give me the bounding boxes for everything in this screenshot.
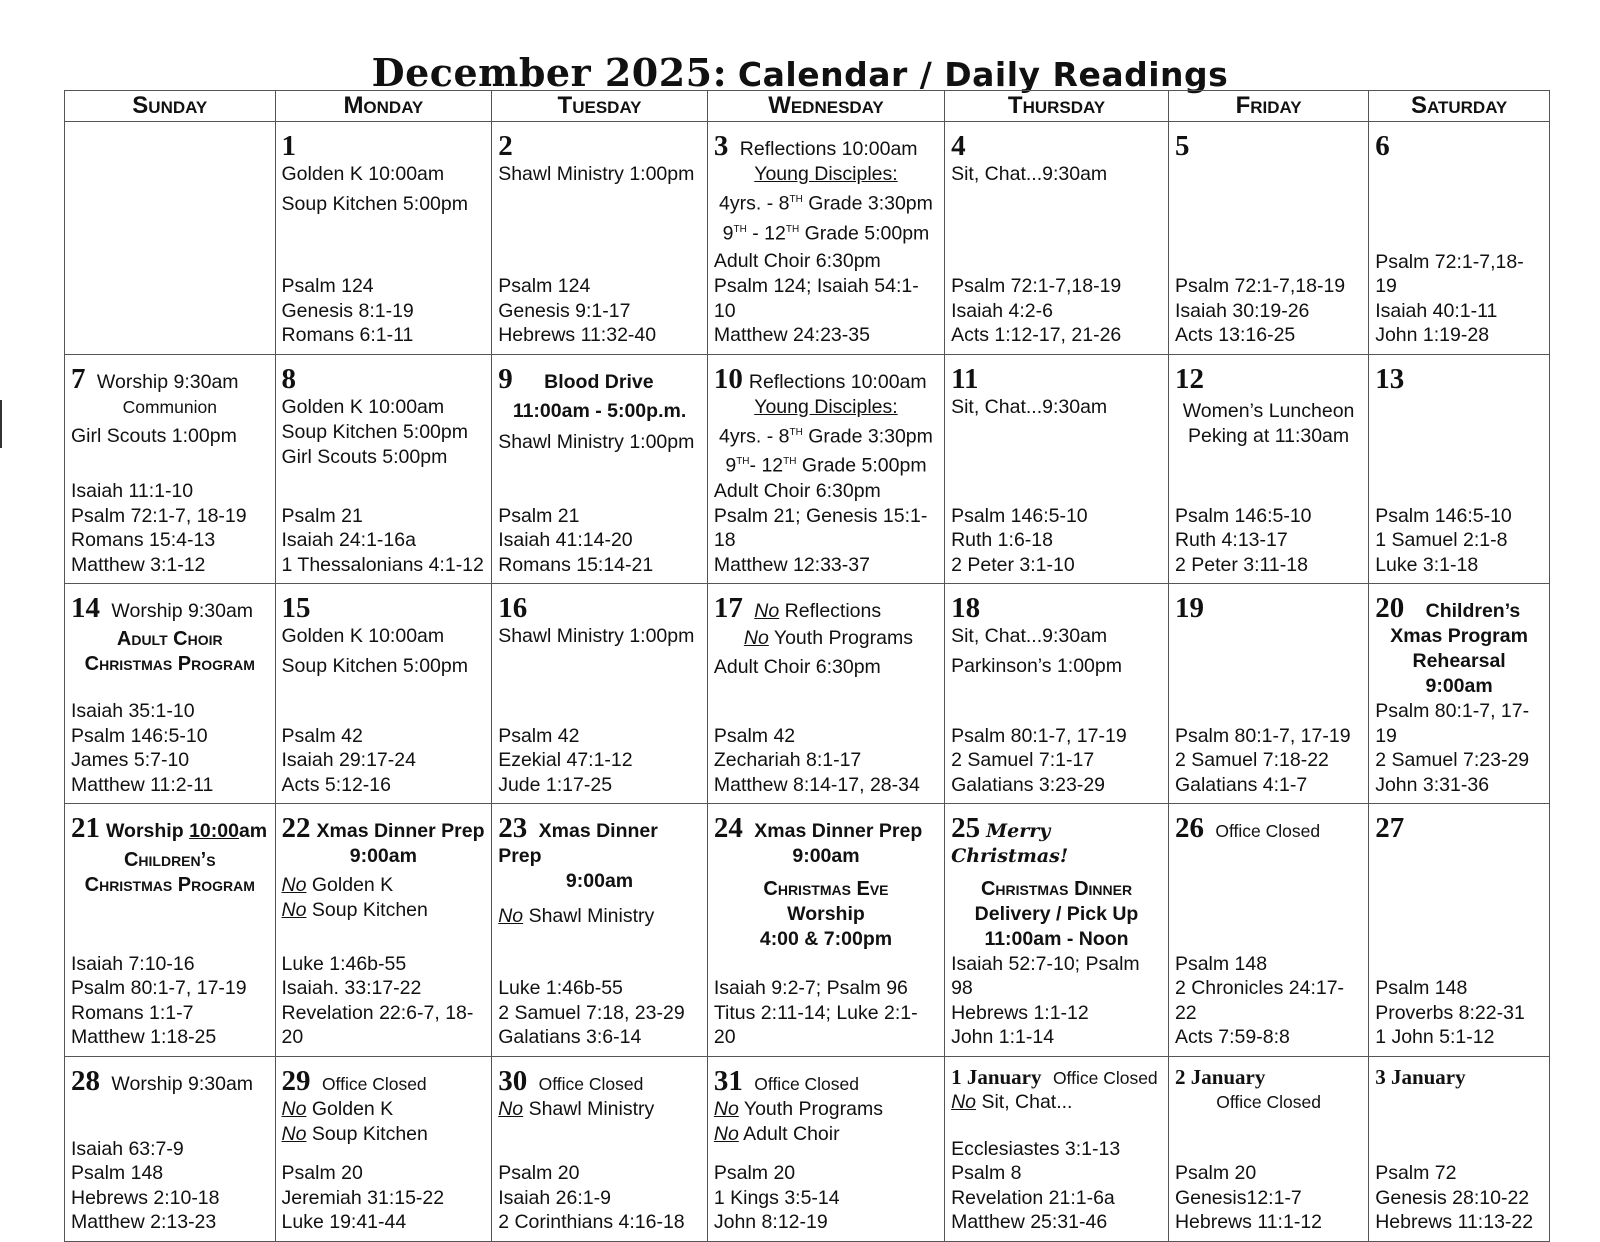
readings — [498, 274, 701, 350]
reading: Psalm 72:1-7, 18-19 — [71, 504, 247, 527]
event: No Youth Programs — [743, 627, 913, 649]
reading: Psalm 21 — [498, 504, 580, 527]
reading: Ecclesiastes 3:1-13 — [951, 1137, 1121, 1160]
readings — [1175, 724, 1362, 800]
day-number: 7 — [71, 362, 86, 395]
readings — [282, 724, 486, 800]
reading: Psalm 72:1-7,18-19 — [951, 275, 1122, 297]
day-cell-4 — [945, 122, 1169, 355]
reading: Psalm 146:5-10 — [71, 724, 208, 747]
day-cell-22 — [275, 804, 492, 1057]
reading: Isaiah 26:1-9 — [498, 1186, 611, 1209]
event: Xmas Dinner Prep — [754, 820, 923, 842]
day-cell-7 — [65, 354, 276, 584]
reading: Genesis 9:1-17 — [498, 299, 631, 322]
day-cell-24 — [707, 804, 944, 1057]
reading: Isaiah 40:1-11 — [1375, 299, 1498, 322]
event: 4yrs. - 8TH Grade 3:30pm — [719, 192, 933, 215]
event: Christmas Eve — [763, 878, 889, 900]
day-number: 8 — [281, 362, 297, 395]
title-month: December 2025: — [371, 50, 728, 95]
reading: Psalm 146:5-10 — [1375, 504, 1512, 527]
header-tuesday: Tuesday — [492, 91, 708, 122]
reading: Titus 2:11-14; Luke 2:1-20 — [713, 1001, 918, 1048]
event: Office Closed — [321, 1073, 427, 1094]
day-number: 5 — [1174, 130, 1190, 162]
reading: Psalm 72 — [1375, 1162, 1457, 1184]
reading: 2 Corinthians 4:16-18 — [498, 1211, 685, 1233]
day-number: 17 — [713, 592, 743, 624]
readings — [282, 1161, 486, 1237]
event: Worship 9:30am — [111, 600, 254, 622]
reading: Matthew 2:13-23 — [71, 1211, 217, 1233]
header-wednesday: Wednesday — [707, 91, 944, 122]
day-number: 16 — [498, 592, 528, 624]
day-cell-12 — [1168, 354, 1368, 584]
reading: Isaiah 63:7-9 — [71, 1137, 184, 1160]
event: No Sit, Chat... — [951, 1091, 1073, 1113]
reading: Psalm 124 — [498, 275, 591, 297]
reading: Psalm 42 — [281, 724, 363, 747]
reading: Psalm 124 — [281, 275, 374, 297]
reading: Matthew 11:2-11 — [71, 773, 214, 796]
event: Young Disciples: — [754, 395, 898, 418]
event: 9TH- 12TH Grade 5:00pm — [725, 454, 927, 477]
reading: Psalm 80:1-7, 17-19 — [1375, 700, 1530, 747]
readings — [951, 504, 1162, 580]
reading: Psalm 148 — [71, 1162, 164, 1184]
page-title — [0, 50, 1600, 95]
reading: Matthew 24:23-35 — [713, 324, 870, 346]
day-number: 18 — [951, 592, 981, 624]
day-cell-30 — [492, 1056, 708, 1241]
event: 9:00am — [349, 845, 417, 867]
day-cell-17 — [707, 584, 944, 804]
reading: Ruth 4:13-17 — [1174, 529, 1288, 551]
day-number: 9 — [498, 362, 513, 395]
readings — [498, 976, 701, 1052]
reading: John 3:31-36 — [1375, 773, 1490, 796]
event: 9:00am — [792, 845, 860, 867]
reading: Isaiah 11:1-10 — [71, 480, 194, 502]
day-cell-14 — [65, 584, 276, 804]
reading: Romans 1:1-7 — [71, 1001, 194, 1024]
day-number: 10 — [713, 362, 743, 395]
reading: Matthew 12:33-37 — [713, 553, 870, 576]
reading: Psalm 8 — [951, 1162, 1022, 1184]
day-cell-6 — [1369, 122, 1550, 355]
reading: Psalm 80:1-7, 17-19 — [1174, 724, 1351, 747]
event: Worship — [787, 903, 865, 925]
event: Girl Scouts 5:00pm — [281, 445, 448, 468]
day-cell-jan-2 — [1168, 1056, 1368, 1241]
day-number: 2 — [498, 130, 513, 162]
reading: Luke 3:1-18 — [1375, 553, 1479, 576]
readings — [1175, 504, 1362, 580]
event: Shawl Ministry 1:00pm — [498, 163, 695, 185]
reading: Hebrews 2:10-18 — [71, 1186, 220, 1209]
reading: Matthew 3:1-12 — [71, 553, 206, 576]
event: Worship 9:30am — [96, 370, 239, 393]
event: Sit, Chat...9:30am — [951, 395, 1108, 418]
calendar-grid — [64, 90, 1550, 1242]
day-cell-10 — [707, 354, 944, 584]
reading: Hebrews 1:1-12 — [951, 1001, 1089, 1024]
event: Delivery / Pick Up — [974, 902, 1139, 925]
day-cell-3 — [707, 122, 944, 355]
header-friday: Friday — [1168, 91, 1368, 122]
reading: Psalm 42 — [713, 724, 796, 747]
reading: Revelation 21:1-6a — [951, 1186, 1115, 1209]
day-cell-18 — [945, 584, 1169, 804]
event: Peking at 11:30am — [1187, 424, 1350, 447]
event: Xmas Dinner Prep — [316, 820, 485, 842]
day-cell-jan-3 — [1369, 1056, 1550, 1241]
readings — [71, 699, 269, 799]
reading: Psalm 21 — [281, 504, 363, 527]
no-label: No — [754, 600, 780, 622]
event: No Youth Programs — [713, 1097, 883, 1120]
reading: Proverbs 8:22-31 — [1375, 1001, 1525, 1024]
reading: Isaiah. 33:17-22 — [281, 977, 422, 999]
event: Christmas Program — [84, 653, 255, 675]
reading: Psalm 80:1-7, 17-19 — [71, 977, 247, 999]
event: Christmas Dinner — [980, 877, 1133, 900]
event: 4:00 & 7:00pm — [759, 928, 893, 950]
day-number: 4 — [951, 130, 966, 162]
day-number: 29 — [281, 1064, 311, 1097]
day-number: 3 January — [1375, 1064, 1466, 1089]
event: Rehearsal — [1412, 650, 1506, 672]
event: Office Closed — [538, 1073, 644, 1094]
day-cell-9 — [492, 354, 708, 584]
reading: Zechariah 8:1-17 — [713, 749, 862, 771]
readings — [1375, 504, 1543, 580]
reading: Psalm 72:1-7,18-19 — [1174, 275, 1346, 297]
reading: Psalm 146:5-10 — [951, 504, 1088, 527]
reading: Psalm 20 — [713, 1162, 796, 1184]
readings — [1175, 1161, 1362, 1237]
readings — [498, 504, 701, 580]
readings — [71, 479, 269, 579]
reading: Hebrews 11:32-40 — [498, 324, 657, 346]
event: Office Closed — [1215, 821, 1321, 841]
margin-mark — [0, 400, 6, 448]
day-number: 14 — [71, 592, 100, 624]
event: Golden K 10:00am — [281, 395, 445, 418]
event: Shawl Ministry 1:00pm — [498, 430, 695, 453]
event: Young Disciples: — [754, 163, 898, 185]
readings — [71, 952, 269, 1052]
reading: Psalm 21; Genesis 15:1-18 — [713, 504, 928, 551]
reading: 2 Peter 3:1-10 — [951, 553, 1075, 576]
readings — [714, 976, 938, 1052]
header-thursday: Thursday — [945, 91, 1169, 122]
day-number: 15 — [281, 592, 311, 624]
reading: Ruth 1:6-18 — [951, 529, 1053, 551]
readings — [1175, 274, 1362, 350]
event: Adult Choir 6:30pm — [713, 656, 881, 678]
reading: 2 Samuel 7:23-29 — [1375, 749, 1530, 771]
day-cell-27 — [1369, 804, 1550, 1057]
event: Worship 9:30am — [111, 1072, 254, 1095]
day-number: 23 — [498, 812, 528, 844]
reading: 1 Kings 3:5-14 — [713, 1186, 840, 1209]
reading: Psalm 148 — [1174, 952, 1268, 975]
reading: 1 John 5:1-12 — [1375, 1026, 1495, 1048]
week-row — [65, 584, 1550, 804]
day-cell-8 — [275, 354, 492, 584]
day-number: 27 — [1375, 812, 1405, 844]
reading: Luke 1:46b-55 — [498, 977, 623, 999]
event: No Soup Kitchen — [281, 1122, 428, 1145]
reading: 2 Samuel 7:1-17 — [951, 749, 1095, 771]
reading: Psalm 42 — [498, 724, 580, 747]
day-cell-26 — [1168, 804, 1368, 1057]
reading: Psalm 80:1-7, 17-19 — [951, 724, 1127, 747]
reading: Psalm 124; Isaiah 54:1-10 — [713, 275, 919, 322]
reading: Acts 5:12-16 — [281, 773, 391, 796]
event: Worship 10:00am — [106, 820, 268, 842]
reading: 1 Thessalonians 4:1-12 — [281, 553, 484, 576]
event: Blood Drive — [544, 370, 654, 393]
event: Communion — [122, 396, 217, 417]
event: 9:00am — [1425, 675, 1493, 697]
reading: Luke 1:46b-55 — [281, 952, 407, 975]
reading: Jude 1:17-25 — [498, 773, 613, 796]
day-number: 11 — [951, 362, 979, 395]
day-number: 26 — [1174, 812, 1204, 844]
event: Children’s — [1425, 600, 1521, 622]
reading: Luke 19:41-44 — [281, 1211, 407, 1233]
reading: Psalm 148 — [1375, 977, 1468, 999]
reading: Galatians 4:1-7 — [1174, 773, 1308, 796]
event: Adult Choir — [116, 628, 223, 650]
event: Office Closed — [1216, 1092, 1321, 1112]
event: 9:00am — [565, 869, 634, 892]
reading: Psalm 20 — [498, 1162, 580, 1184]
day-number: 22 — [281, 812, 311, 844]
reading: Romans 6:1-11 — [281, 324, 414, 346]
day-cell-empty — [65, 122, 276, 355]
event: Golden K 10:00am — [281, 163, 445, 185]
reading: Genesis12:1-7 — [1174, 1186, 1302, 1209]
event: Soup Kitchen 5:00pm — [281, 655, 468, 677]
event: No Golden K — [281, 1097, 394, 1120]
readings — [951, 274, 1162, 350]
day-number: 31 — [713, 1064, 743, 1097]
reading: Psalm 20 — [1174, 1162, 1257, 1184]
readings — [1375, 976, 1543, 1052]
readings — [714, 1161, 938, 1237]
readings — [951, 724, 1162, 800]
title-rest: Calendar / Daily Readings — [737, 55, 1229, 94]
day-number: 24 — [713, 812, 743, 844]
event: 9TH - 12TH Grade 5:00pm — [722, 222, 930, 244]
week-row — [65, 354, 1550, 584]
reading: Acts 7:59-8:8 — [1174, 1026, 1290, 1048]
event: No Adult Choir — [713, 1122, 840, 1145]
reading: Isaiah 52:7-10; Psalm 98 — [951, 952, 1140, 999]
event: No Golden K — [281, 874, 394, 896]
day-cell-15 — [275, 584, 492, 804]
reading: Galatians 3:6-14 — [498, 1026, 642, 1048]
readings — [1175, 952, 1362, 1052]
day-number: 20 — [1375, 592, 1405, 624]
event: Soup Kitchen 5:00pm — [281, 420, 468, 443]
header-monday: Monday — [275, 91, 492, 122]
reading: Isaiah 29:17-24 — [281, 749, 416, 771]
day-number: 25 — [951, 812, 981, 844]
event: 11:00am - 5:00p.m. — [512, 399, 687, 422]
event: Shawl Ministry 1:00pm — [498, 625, 695, 647]
reading: John 1:1-14 — [951, 1026, 1055, 1048]
event: Girl Scouts 1:00pm — [71, 424, 237, 447]
day-cell-jan-1 — [945, 1056, 1169, 1241]
day-cell-1 — [275, 122, 492, 355]
readings — [1375, 699, 1543, 799]
event: 11:00am - Noon — [984, 927, 1129, 950]
readings — [1375, 250, 1543, 350]
event: Office Closed — [1052, 1067, 1158, 1088]
day-cell-25 — [945, 804, 1169, 1057]
day-number: 19 — [1174, 592, 1204, 624]
event: Reflections 10:00am — [748, 370, 927, 393]
reading: Galatians 3:23-29 — [951, 773, 1106, 796]
day-cell-16 — [492, 584, 708, 804]
event: Reflections — [784, 600, 882, 622]
reading: Isaiah 35:1-10 — [71, 700, 195, 722]
reading: Isaiah 9:2-7; Psalm 96 — [713, 977, 908, 999]
readings — [498, 1161, 701, 1237]
day-number: 13 — [1375, 362, 1405, 395]
readings — [951, 1137, 1162, 1237]
reading: Acts 1:12-17, 21-26 — [951, 324, 1122, 346]
reading: 2 Chronicles 24:17-22 — [1174, 977, 1345, 1024]
reading: Genesis 8:1-19 — [281, 299, 414, 322]
readings — [71, 1137, 269, 1237]
day-number: 6 — [1375, 130, 1390, 162]
event: Children’s — [123, 849, 216, 871]
event: Golden K 10:00am — [281, 625, 445, 647]
readings — [714, 504, 938, 580]
week-row — [65, 122, 1550, 355]
day-number: 3 — [713, 130, 729, 162]
event: No Shawl Ministry — [498, 1097, 655, 1120]
weekday-header-row — [65, 91, 1550, 122]
readings — [714, 274, 938, 350]
event: Sit, Chat...9:30am — [951, 163, 1108, 185]
event: Sit, Chat...9:30am — [951, 625, 1108, 647]
event: Office Closed — [754, 1073, 860, 1094]
reading: Hebrews 11:1-12 — [1174, 1211, 1323, 1233]
week-row — [65, 1056, 1550, 1241]
reading: Matthew 1:18-25 — [71, 1026, 217, 1048]
reading: Psalm 72:1-7,18-19 — [1375, 250, 1524, 297]
day-cell-20 — [1369, 584, 1550, 804]
reading: John 8:12-19 — [713, 1211, 828, 1233]
header-sunday: Sunday — [65, 91, 276, 122]
reading: Acts 13:16-25 — [1174, 324, 1296, 346]
event: Adult Choir 6:30pm — [713, 479, 881, 502]
reading: Matthew 8:14-17, 28-34 — [713, 773, 920, 796]
day-number: 12 — [1174, 362, 1204, 395]
reading: Isaiah 24:1-16a — [281, 529, 416, 551]
day-cell-21 — [65, 804, 276, 1057]
reading: 1 Samuel 2:1-8 — [1375, 529, 1508, 551]
event: Parkinson’s 1:00pm — [951, 655, 1122, 677]
day-cell-31 — [707, 1056, 944, 1241]
event: Merry Christmas! — [951, 820, 1069, 867]
week-row — [65, 804, 1550, 1057]
header-saturday: Saturday — [1369, 91, 1550, 122]
reading: Romans 15:4-13 — [71, 529, 216, 551]
day-number: 30 — [498, 1064, 528, 1097]
event: Christmas Program — [84, 874, 255, 896]
day-cell-13 — [1369, 354, 1550, 584]
reading: Romans 15:14-21 — [498, 553, 654, 576]
reading: Psalm 146:5-10 — [1174, 504, 1312, 527]
day-number: 21 — [71, 812, 100, 844]
event: Reflections 10:00am — [739, 138, 918, 160]
day-cell-5 — [1168, 122, 1368, 355]
day-cell-19 — [1168, 584, 1368, 804]
readings — [714, 724, 938, 800]
readings — [951, 952, 1162, 1052]
reading: 2 Samuel 7:18-22 — [1174, 749, 1329, 771]
readings — [1375, 1161, 1543, 1237]
event: Women’s Luncheon — [1182, 399, 1355, 422]
reading: Revelation 22:6-7, 18-20 — [281, 1001, 474, 1048]
day-cell-23 — [492, 804, 708, 1057]
readings — [282, 274, 486, 350]
reading: Hebrews 11:13-22 — [1375, 1211, 1534, 1233]
readings — [282, 504, 486, 580]
reading: Isaiah 4:2-6 — [951, 299, 1053, 322]
reading: 2 Samuel 7:18, 23-29 — [498, 1001, 685, 1024]
event: 4yrs. - 8TH Grade 3:30pm — [719, 425, 933, 447]
reading: Jeremiah 31:15-22 — [281, 1186, 445, 1209]
event: Soup Kitchen 5:00pm — [281, 193, 468, 215]
day-cell-29 — [275, 1056, 492, 1241]
day-number: 1 — [281, 130, 297, 162]
event: No Soup Kitchen — [281, 899, 428, 921]
readings — [498, 724, 701, 800]
reading: Isaiah 41:14-20 — [498, 529, 633, 551]
day-cell-28 — [65, 1056, 276, 1241]
day-number: 2 January — [1174, 1064, 1266, 1089]
day-cell-2 — [492, 122, 708, 355]
event: Xmas Dinner Prep — [498, 820, 658, 867]
reading: Genesis 28:10-22 — [1375, 1186, 1530, 1209]
event: Adult Choir 6:30pm — [713, 250, 881, 272]
reading: Matthew 25:31-46 — [951, 1211, 1108, 1233]
day-number: 1 January — [951, 1064, 1042, 1089]
reading: Isaiah 7:10-16 — [71, 952, 195, 975]
reading: James 5:7-10 — [71, 749, 190, 771]
reading: Ezekial 47:1-12 — [498, 749, 633, 771]
reading: Isaiah 30:19-26 — [1174, 299, 1310, 322]
reading: John 1:19-28 — [1375, 324, 1490, 346]
readings — [282, 952, 486, 1052]
reading: Psalm 20 — [281, 1162, 363, 1184]
day-cell-11 — [945, 354, 1169, 584]
event: No Shawl Ministry — [498, 904, 655, 927]
event: Xmas Program — [1390, 625, 1528, 647]
reading: 2 Peter 3:11-18 — [1174, 553, 1308, 576]
day-number: 28 — [71, 1064, 100, 1097]
